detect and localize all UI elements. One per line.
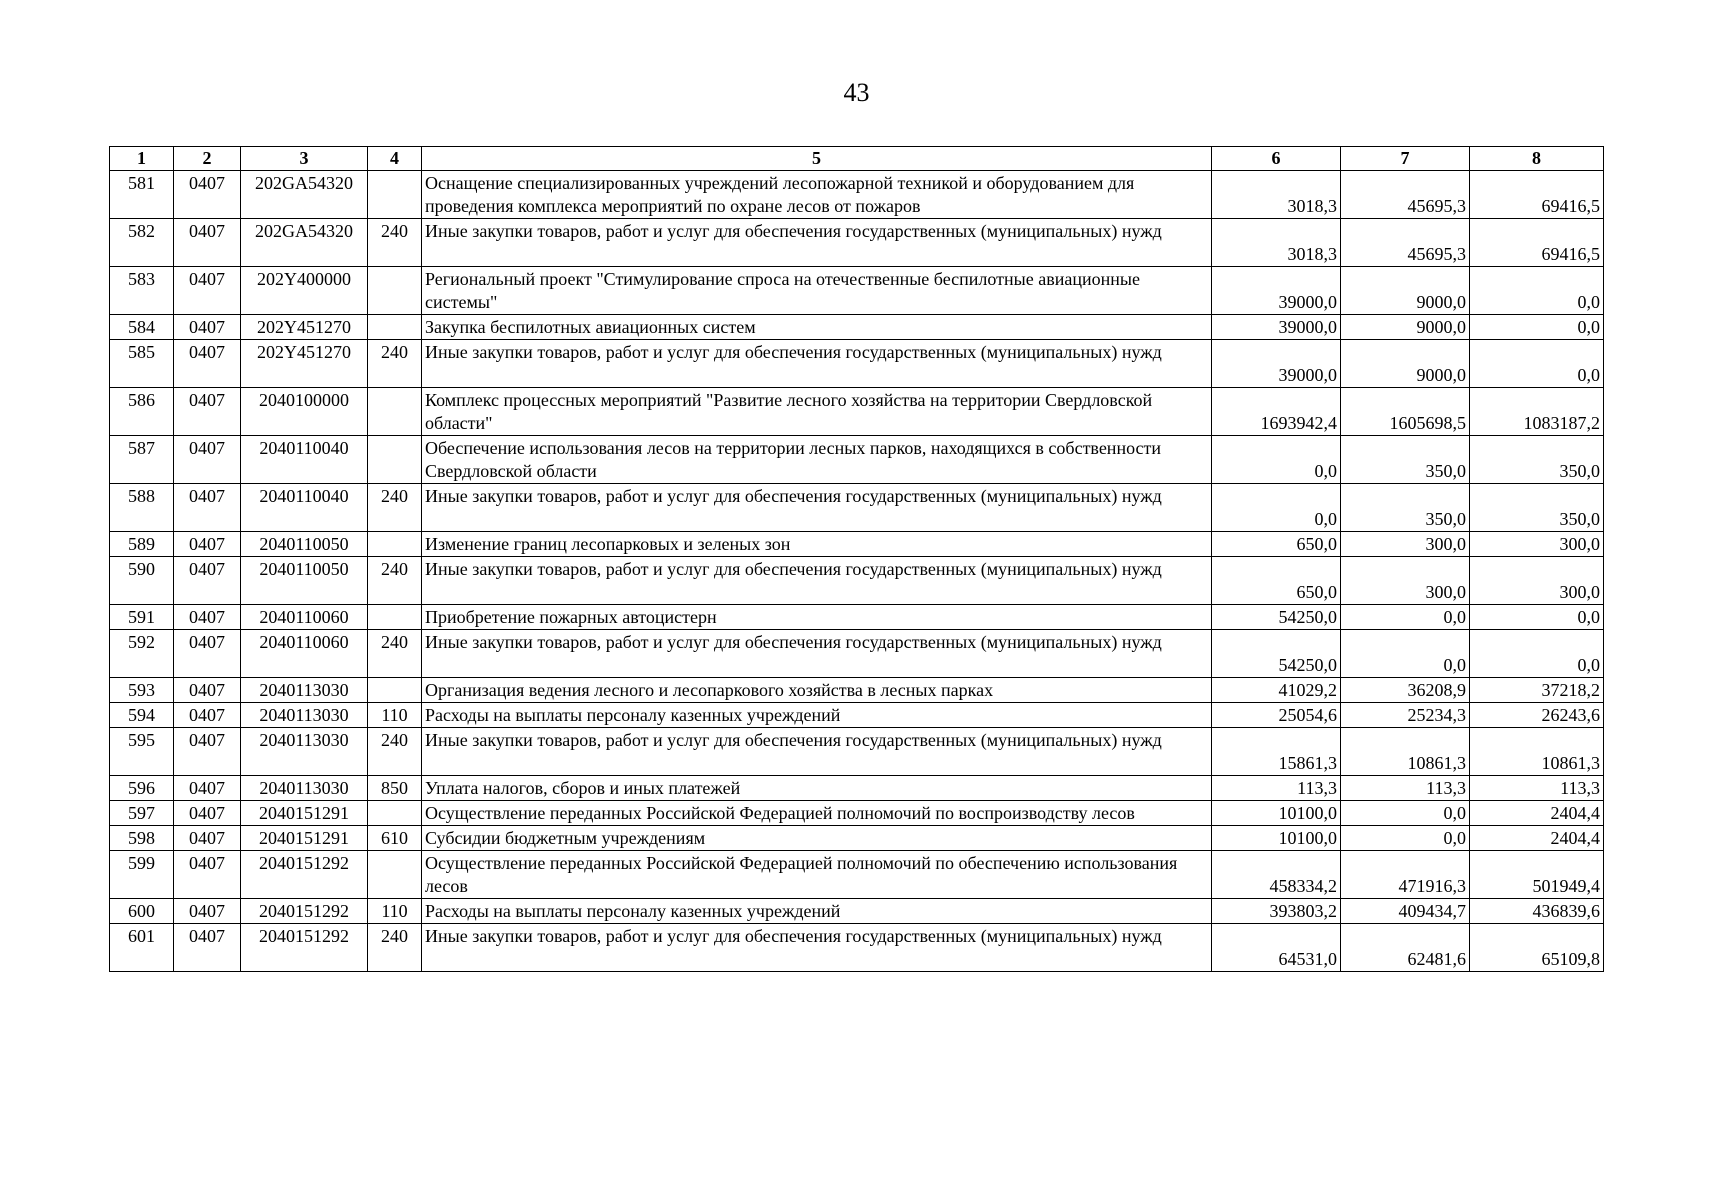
target-article-code: 202Y451270 (241, 315, 368, 340)
column-header-2: 2 (174, 147, 241, 171)
expense-type-code: 610 (368, 826, 422, 851)
row-description: Оснащение специализированных учреждений лесопожарной техникой и оборудованием для проведения комплекса мероприятий по охране лесов от пожаров (422, 171, 1212, 219)
target-article-code: 2040110060 (241, 605, 368, 630)
amount-column-8: 300,0 (1470, 557, 1604, 605)
amount-column-7: 350,0 (1341, 436, 1470, 484)
table-row (110, 826, 1604, 851)
amount-column-8: 300,0 (1470, 532, 1604, 557)
expense-type-code: 240 (368, 557, 422, 605)
row-description: Субсидии бюджетным учреждениям (422, 826, 1212, 851)
row-number: 593 (110, 678, 174, 703)
section-code: 0407 (174, 899, 241, 924)
expense-type-code (368, 388, 422, 436)
table-row (110, 630, 1604, 678)
row-description: Организация ведения лесного и лесопаркового хозяйства в лесных парках (422, 678, 1212, 703)
row-number: 595 (110, 728, 174, 776)
column-header-4: 4 (368, 147, 422, 171)
section-code: 0407 (174, 171, 241, 219)
column-header-5: 5 (422, 147, 1212, 171)
row-number: 590 (110, 557, 174, 605)
row-description: Иные закупки товаров, работ и услуг для обеспечения государственных (муниципальных) нужд (422, 728, 1212, 776)
amount-column-6: 458334,2 (1212, 851, 1341, 899)
expense-type-code (368, 171, 422, 219)
amount-column-7: 350,0 (1341, 484, 1470, 532)
amount-column-8: 69416,5 (1470, 171, 1604, 219)
row-number: 594 (110, 703, 174, 728)
section-code: 0407 (174, 728, 241, 776)
amount-column-8: 2404,4 (1470, 801, 1604, 826)
expense-type-code: 850 (368, 776, 422, 801)
section-code: 0407 (174, 924, 241, 972)
amount-column-8: 69416,5 (1470, 219, 1604, 267)
table-row (110, 436, 1604, 484)
section-code: 0407 (174, 484, 241, 532)
target-article-code: 2040151292 (241, 924, 368, 972)
row-number: 596 (110, 776, 174, 801)
amount-column-6: 15861,3 (1212, 728, 1341, 776)
target-article-code: 2040110050 (241, 557, 368, 605)
amount-column-7: 9000,0 (1341, 340, 1470, 388)
amount-column-8: 113,3 (1470, 776, 1604, 801)
expense-type-code: 240 (368, 924, 422, 972)
row-description: Расходы на выплаты персоналу казенных учреждений (422, 899, 1212, 924)
target-article-code: 2040151292 (241, 899, 368, 924)
target-article-code: 2040100000 (241, 388, 368, 436)
section-code: 0407 (174, 801, 241, 826)
table-row (110, 484, 1604, 532)
expense-type-code: 110 (368, 703, 422, 728)
target-article-code: 2040113030 (241, 776, 368, 801)
section-code: 0407 (174, 388, 241, 436)
amount-column-6: 3018,3 (1212, 219, 1341, 267)
target-article-code: 2040110050 (241, 532, 368, 557)
amount-column-6: 0,0 (1212, 484, 1341, 532)
table-row (110, 924, 1604, 972)
section-code: 0407 (174, 532, 241, 557)
amount-column-8: 1083187,2 (1470, 388, 1604, 436)
table-row (110, 678, 1604, 703)
amount-column-7: 36208,9 (1341, 678, 1470, 703)
amount-column-8: 0,0 (1470, 267, 1604, 315)
target-article-code: 202Y400000 (241, 267, 368, 315)
target-article-code: 202GA54320 (241, 171, 368, 219)
amount-column-6: 650,0 (1212, 532, 1341, 557)
table-row (110, 605, 1604, 630)
amount-column-6: 10100,0 (1212, 801, 1341, 826)
section-code: 0407 (174, 340, 241, 388)
amount-column-6: 10100,0 (1212, 826, 1341, 851)
target-article-code: 2040110060 (241, 630, 368, 678)
row-number: 583 (110, 267, 174, 315)
amount-column-8: 2404,4 (1470, 826, 1604, 851)
section-code: 0407 (174, 678, 241, 703)
expense-type-code (368, 851, 422, 899)
amount-column-6: 39000,0 (1212, 340, 1341, 388)
table-row (110, 315, 1604, 340)
target-article-code: 202GA54320 (241, 219, 368, 267)
amount-column-7: 62481,6 (1341, 924, 1470, 972)
row-description: Региональный проект "Стимулирование спроса на отечественные беспилотные авиационные системы" (422, 267, 1212, 315)
amount-column-6: 64531,0 (1212, 924, 1341, 972)
table-row (110, 267, 1604, 315)
amount-column-8: 0,0 (1470, 315, 1604, 340)
row-description: Иные закупки товаров, работ и услуг для обеспечения государственных (муниципальных) нужд (422, 340, 1212, 388)
amount-column-7: 45695,3 (1341, 219, 1470, 267)
row-description: Иные закупки товаров, работ и услуг для обеспечения государственных (муниципальных) нужд (422, 924, 1212, 972)
expense-type-code: 240 (368, 484, 422, 532)
target-article-code: 2040110040 (241, 436, 368, 484)
expense-type-code (368, 436, 422, 484)
table-row (110, 899, 1604, 924)
amount-column-8: 350,0 (1470, 484, 1604, 532)
amount-column-7: 0,0 (1341, 801, 1470, 826)
amount-column-6: 113,3 (1212, 776, 1341, 801)
section-code: 0407 (174, 557, 241, 605)
expense-type-code: 110 (368, 899, 422, 924)
amount-column-7: 0,0 (1341, 605, 1470, 630)
amount-column-8: 436839,6 (1470, 899, 1604, 924)
table-body (110, 171, 1604, 972)
table-row (110, 801, 1604, 826)
row-description: Иные закупки товаров, работ и услуг для обеспечения государственных (муниципальных) нужд (422, 557, 1212, 605)
budget-table (109, 146, 1604, 972)
section-code: 0407 (174, 219, 241, 267)
row-number: 586 (110, 388, 174, 436)
table-row (110, 557, 1604, 605)
section-code: 0407 (174, 436, 241, 484)
row-number: 582 (110, 219, 174, 267)
table-row (110, 776, 1604, 801)
column-header-6: 6 (1212, 147, 1341, 171)
row-description: Комплекс процессных мероприятий "Развитие лесного хозяйства на территории Свердловской области" (422, 388, 1212, 436)
amount-column-6: 41029,2 (1212, 678, 1341, 703)
amount-column-7: 0,0 (1341, 826, 1470, 851)
row-description: Расходы на выплаты персоналу казенных учреждений (422, 703, 1212, 728)
section-code: 0407 (174, 776, 241, 801)
row-description: Обеспечение использования лесов на территории лесных парков, находящихся в собственности Свердловской области (422, 436, 1212, 484)
row-description: Приобретение пожарных автоцистерн (422, 605, 1212, 630)
target-article-code: 2040113030 (241, 703, 368, 728)
target-article-code: 2040151292 (241, 851, 368, 899)
amount-column-6: 1693942,4 (1212, 388, 1341, 436)
column-header-7: 7 (1341, 147, 1470, 171)
expense-type-code (368, 678, 422, 703)
amount-column-6: 39000,0 (1212, 267, 1341, 315)
expense-type-code: 240 (368, 219, 422, 267)
table-row (110, 728, 1604, 776)
amount-column-7: 9000,0 (1341, 267, 1470, 315)
row-number: 587 (110, 436, 174, 484)
amount-column-7: 25234,3 (1341, 703, 1470, 728)
expense-type-code: 240 (368, 340, 422, 388)
section-code: 0407 (174, 703, 241, 728)
table-row (110, 388, 1604, 436)
amount-column-6: 25054,6 (1212, 703, 1341, 728)
row-number: 584 (110, 315, 174, 340)
table-row (110, 340, 1604, 388)
row-number: 588 (110, 484, 174, 532)
column-header-1: 1 (110, 147, 174, 171)
row-description: Иные закупки товаров, работ и услуг для обеспечения государственных (муниципальных) нужд (422, 630, 1212, 678)
row-description: Уплата налогов, сборов и иных платежей (422, 776, 1212, 801)
amount-column-7: 300,0 (1341, 532, 1470, 557)
amount-column-8: 0,0 (1470, 630, 1604, 678)
amount-column-6: 0,0 (1212, 436, 1341, 484)
section-code: 0407 (174, 851, 241, 899)
expense-type-code: 240 (368, 728, 422, 776)
expense-type-code (368, 532, 422, 557)
row-description: Закупка беспилотных авиационных систем (422, 315, 1212, 340)
page-number: 43 (843, 78, 870, 107)
amount-column-8: 37218,2 (1470, 678, 1604, 703)
column-header-8: 8 (1470, 147, 1604, 171)
column-header-3: 3 (241, 147, 368, 171)
table-row (110, 851, 1604, 899)
amount-column-8: 0,0 (1470, 340, 1604, 388)
amount-column-7: 10861,3 (1341, 728, 1470, 776)
amount-column-8: 350,0 (1470, 436, 1604, 484)
row-number: 585 (110, 340, 174, 388)
row-number: 597 (110, 801, 174, 826)
row-number: 591 (110, 605, 174, 630)
amount-column-8: 65109,8 (1470, 924, 1604, 972)
expense-type-code (368, 605, 422, 630)
amount-column-8: 501949,4 (1470, 851, 1604, 899)
row-number: 600 (110, 899, 174, 924)
target-article-code: 2040110040 (241, 484, 368, 532)
amount-column-7: 409434,7 (1341, 899, 1470, 924)
table-row (110, 703, 1604, 728)
table-row (110, 532, 1604, 557)
row-description: Иные закупки товаров, работ и услуг для обеспечения государственных (муниципальных) нужд (422, 484, 1212, 532)
amount-column-7: 0,0 (1341, 630, 1470, 678)
section-code: 0407 (174, 605, 241, 630)
amount-column-7: 9000,0 (1341, 315, 1470, 340)
amount-column-7: 471916,3 (1341, 851, 1470, 899)
row-description: Осуществление переданных Российской Федерацией полномочий по воспроизводству лесов (422, 801, 1212, 826)
row-number: 601 (110, 924, 174, 972)
amount-column-6: 3018,3 (1212, 171, 1341, 219)
amount-column-6: 54250,0 (1212, 605, 1341, 630)
amount-column-7: 113,3 (1341, 776, 1470, 801)
amount-column-8: 26243,6 (1470, 703, 1604, 728)
table-row (110, 171, 1604, 219)
amount-column-8: 10861,3 (1470, 728, 1604, 776)
amount-column-7: 300,0 (1341, 557, 1470, 605)
row-number: 598 (110, 826, 174, 851)
table-header (110, 147, 1604, 171)
expense-type-code: 240 (368, 630, 422, 678)
expense-type-code (368, 315, 422, 340)
amount-column-7: 45695,3 (1341, 171, 1470, 219)
row-description: Осуществление переданных Российской Федерацией полномочий по обеспечению использования лесов (422, 851, 1212, 899)
table-row (110, 219, 1604, 267)
amount-column-6: 393803,2 (1212, 899, 1341, 924)
target-article-code: 2040113030 (241, 678, 368, 703)
target-article-code: 202Y451270 (241, 340, 368, 388)
target-article-code: 2040151291 (241, 801, 368, 826)
target-article-code: 2040113030 (241, 728, 368, 776)
row-description: Изменение границ лесопарковых и зеленых зон (422, 532, 1212, 557)
amount-column-6: 54250,0 (1212, 630, 1341, 678)
amount-column-7: 1605698,5 (1341, 388, 1470, 436)
target-article-code: 2040151291 (241, 826, 368, 851)
amount-column-6: 650,0 (1212, 557, 1341, 605)
amount-column-8: 0,0 (1470, 605, 1604, 630)
row-number: 581 (110, 171, 174, 219)
expense-type-code (368, 801, 422, 826)
row-number: 589 (110, 532, 174, 557)
section-code: 0407 (174, 826, 241, 851)
section-code: 0407 (174, 630, 241, 678)
section-code: 0407 (174, 315, 241, 340)
section-code: 0407 (174, 267, 241, 315)
row-description: Иные закупки товаров, работ и услуг для обеспечения государственных (муниципальных) нужд (422, 219, 1212, 267)
row-number: 592 (110, 630, 174, 678)
expense-type-code (368, 267, 422, 315)
header-row (110, 147, 1604, 171)
amount-column-6: 39000,0 (1212, 315, 1341, 340)
row-number: 599 (110, 851, 174, 899)
